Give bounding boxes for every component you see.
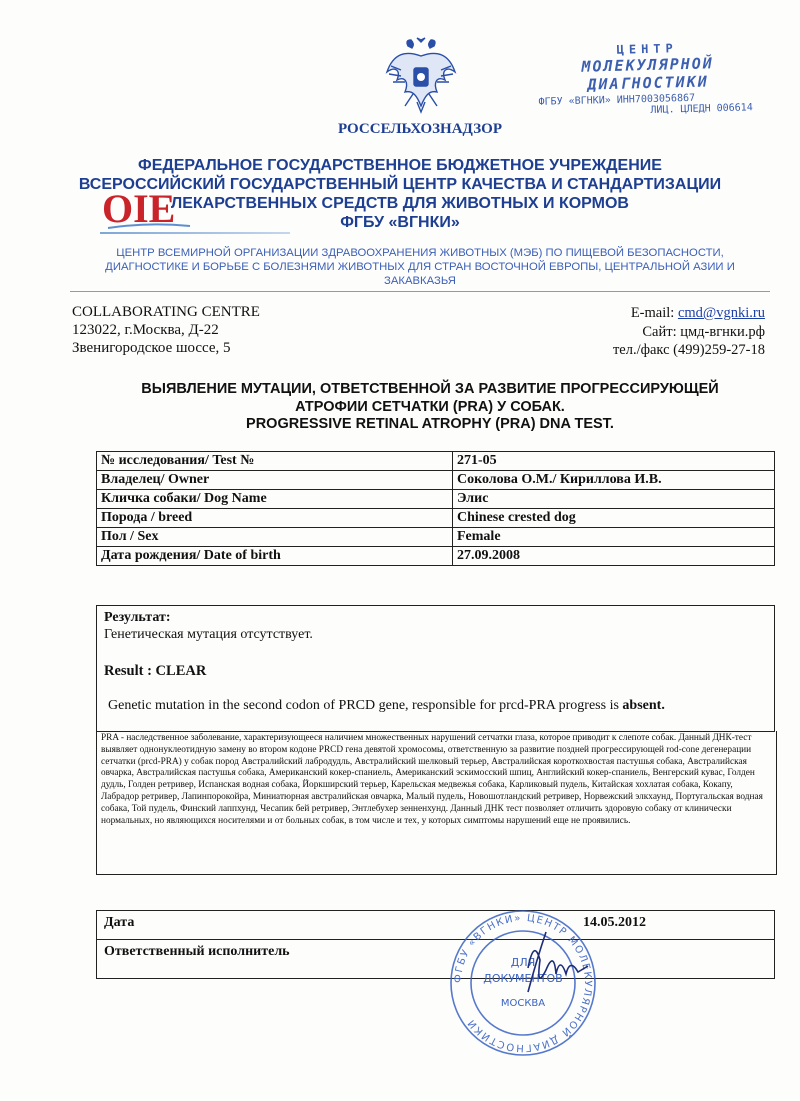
address-block bbox=[72, 303, 260, 357]
date-row bbox=[97, 911, 774, 940]
document-title bbox=[70, 381, 790, 434]
stamp-city: МОСКВА bbox=[500, 998, 546, 1009]
result-en-text bbox=[108, 698, 665, 714]
stamp-outer-text: ФГБУ «ВГНКИ» ЦЕНТР МОЛЕКУЛЯРНОЙ ДИАГНОСТИКИ bbox=[452, 912, 594, 1054]
title-line: АТРОФИИ СЕТЧАТКИ (PRA) У СОБАК. bbox=[295, 398, 565, 415]
row-value: Элис bbox=[453, 490, 775, 509]
center-line: ЗАКАВКАЗЬЯ bbox=[384, 275, 456, 287]
table-row bbox=[97, 547, 775, 566]
address-line: 123022, г.Москва, Д-22 bbox=[72, 322, 219, 338]
stamp-line: ЛИЦ. ЦЛЕДН 006614 bbox=[650, 102, 753, 116]
result-ru-text: Генетическая мутация отсутствует. bbox=[104, 627, 313, 642]
result-en-sentence: Genetic mutation in the second codon of PRCD gene, responsible for prcd-PRA progress is bbox=[108, 698, 623, 713]
oie-logo-text: OIE bbox=[102, 186, 176, 231]
institution-name bbox=[40, 156, 760, 232]
address-line: Звенигородское шоссе, 5 bbox=[72, 340, 231, 356]
row-value: Соколова О.М./ Кириллова И.В. bbox=[453, 471, 775, 490]
email-line bbox=[613, 304, 765, 323]
center-line: ДИАГНОСТИКЕ И БОРЬБЕ С БОЛЕЗНЯМИ ЖИВОТНЫХ ДЛЯ СТРАН ВОСТОЧНОЙ ЕВРОПЫ, ЦЕНТРАЛЬНОЙ АЗИИ И bbox=[105, 261, 735, 273]
institution-line: ВСЕРОССИЙСКИЙ ГОСУДАРСТВЕННЫЙ ЦЕНТР КАЧЕСТВА И СТАНДАРТИЗАЦИИ bbox=[78, 176, 722, 193]
date-value: 14.05.2012 bbox=[583, 915, 646, 930]
row-label: Кличка собаки/ Dog Name bbox=[97, 490, 453, 509]
table-row bbox=[97, 471, 775, 490]
center-line: ЦЕНТР ВСЕМИРНОЙ ОРГАНИЗАЦИИ ЗДРАВООХРАНЕНИЯ ЖИВОТНЫХ (МЭБ) ПО ПИЩЕВОЙ БЕЗОПАСНОСТИ, bbox=[116, 247, 724, 259]
oie-center-description bbox=[95, 246, 745, 288]
row-value: 271-05 bbox=[453, 452, 775, 471]
test-info-table bbox=[96, 451, 775, 566]
row-label: Пол / Sex bbox=[97, 528, 453, 547]
row-label: Владелец/ Owner bbox=[97, 471, 453, 490]
stamp-line: ФГБУ «ВГНКИ» ИНН7003056867 bbox=[538, 92, 696, 108]
stamp-line: МОЛЕКУЛЯРНОЙ bbox=[581, 54, 715, 76]
table-row bbox=[97, 490, 775, 509]
stamp-line: ЦЕНТР bbox=[616, 41, 678, 57]
coat-of-arms-emblem bbox=[383, 36, 459, 116]
institution-line: ЛЕКАРСТВЕННЫХ СРЕДСТВ ДЛЯ ЖИВОТНЫХ И КОРМОВ bbox=[171, 195, 629, 212]
fine-print: PRA - наследственное заболевание, характеризующееся наличием множественных нарушений сетчатки глаза, которое приводит к слепоте собак. Данный ДНК-тест выявляет однонуклеотидную замену во втором кодоне PRCD гена девятой хромосомы, ответственную за развитие поздней прогрессирующей rod-cone дегенерации сетчатки (prcd-PRA) у собак пород Австралийский лабродудль, Австралийский шелковый терьер, Австралийская короткохвостая пастушья собака, Австралийская овчарка, Австралийская пастушья собака, Американский кокер-спаниель, Американский эскимосский шпиц, Английский кокер-спаниель, Венгерский кувас, Голден дудль, Голден ретривер, Испанская водная собака, Йоркширский терьер, Карельская медвежья собака, Карликовый пудель, Китайская хохлатая собака, Кокапу, Лабрадор ретривер, Лапинпорокойра, Миниатюрная австралийская овчарка, Малый пудель, Новошотландский ретривер, Норвежский элкхаунд, Португальская водная собака, Той пудель, Финский лаппхунд, Чесапик бей ретривер, Энтлебухер зенненхунд. Данный ДНК тест позволяет отличить здоровую собаку от клинически нормальных, но являющихся носителями и от больных собак, в том числе и тех, у которых симптомы нарушений еще не проявились. bbox=[96, 731, 777, 875]
date-label: Дата bbox=[104, 915, 135, 930]
stamp-inner-text: ДЛЯ bbox=[510, 956, 536, 969]
email-link[interactable]: cmd@vgnki.ru bbox=[677, 305, 765, 321]
address-line: COLLABORATING CENTRE bbox=[72, 304, 260, 320]
row-label: № исследования/ Test № bbox=[97, 452, 453, 471]
result-label: Result : CLEAR bbox=[104, 663, 207, 679]
site-line: Сайт: цмд-вгнки.рф bbox=[642, 323, 765, 340]
title-line: PROGRESSIVE RETINAL ATROPHY (PRA) DNA TEST. bbox=[246, 416, 614, 432]
row-label: Порода / breed bbox=[97, 509, 453, 528]
agency-name: РОССЕЛЬХОЗНАДЗОР bbox=[337, 121, 502, 137]
round-stamp bbox=[448, 908, 598, 1058]
stamp-inner-text: ДОКУМЕНТОВ bbox=[483, 972, 563, 985]
row-label: Дата рождения/ Date of birth bbox=[97, 547, 453, 566]
row-value: Chinese crested dog bbox=[453, 509, 775, 528]
responsible-label: Ответственный исполнитель bbox=[104, 944, 290, 959]
title-line: ВЫЯВЛЕНИЕ МУТАЦИИ, ОТВЕТСТВЕННОЙ ЗА РАЗВИТИЕ ПРОГРЕССИРУЮЩЕЙ bbox=[141, 381, 719, 397]
result-en-bold: absent. bbox=[622, 698, 665, 713]
row-value: Female bbox=[453, 528, 775, 547]
signature-table bbox=[96, 910, 775, 979]
header-divider bbox=[70, 291, 770, 292]
institution-line: ФЕДЕРАЛЬНОЕ ГОСУДАРСТВЕННОЕ БЮДЖЕТНОЕ УЧРЕЖДЕНИЕ bbox=[138, 157, 662, 174]
center-stamp bbox=[537, 39, 759, 119]
contacts-block bbox=[613, 304, 765, 360]
result-heading: Результат: bbox=[104, 610, 171, 625]
table-row bbox=[97, 528, 775, 547]
table-row bbox=[97, 452, 775, 471]
email-label: E-mail: bbox=[630, 305, 678, 321]
table-row bbox=[97, 509, 775, 528]
divider bbox=[100, 232, 290, 234]
phone-line: тел./факс (499)259-27-18 bbox=[612, 342, 765, 358]
result-box bbox=[96, 605, 775, 732]
stamp-line: ДИАГНОСТИКИ bbox=[587, 72, 709, 94]
row-value: 27.09.2008 bbox=[453, 547, 775, 566]
institution-line: ФГБУ «ВГНКИ» bbox=[340, 214, 460, 231]
